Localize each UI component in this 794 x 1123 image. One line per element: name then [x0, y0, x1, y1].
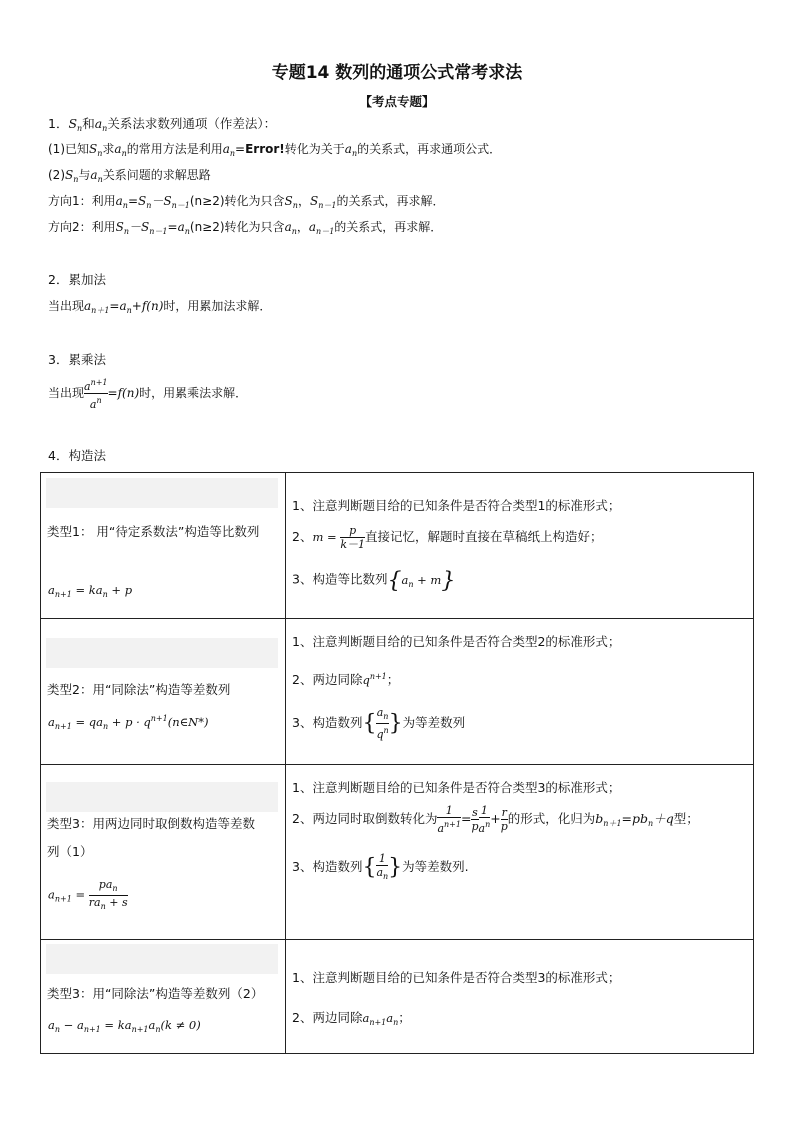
table-row-2-point-3: 3、构造数列{ $\frac{a_n}{q^n}$ }为等差数列: [292, 706, 466, 741]
row-1-grey-band: [46, 478, 278, 508]
row-3-grey-band: [46, 782, 278, 812]
table-row-4-point-1: 1、注意判断题目给的已知条件是否符合类型3的标准形式；: [292, 970, 621, 985]
section-2-line: 当出现$a_{n+1}=a_n+f(n)$时，用累加法求解．: [48, 299, 272, 315]
table-row-1-point-1: 1、注意判断题目给的已知条件是否符合类型1的标准形式；: [292, 498, 621, 513]
page-title: 专题14 数列的通项公式常考求法: [271, 63, 523, 83]
section-1-line-2: $(2)S_n$与$a_n$关系问题的求解思路: [48, 168, 211, 184]
section-4-heading: 4．构造法: [48, 448, 106, 463]
ratio-fraction: $\frac{a^{n+1}}{a^n}$: [84, 378, 108, 411]
table-row-3-formula: $a_{n+1}$ = $\frac{pa_n}{ra_n + s}$: [48, 878, 128, 911]
table-row-4-type: 类型3：用“同除法”构造等差数列（2）: [47, 986, 264, 1001]
table-row-3-type-1: 类型3：用两边同时取倒数构造等差数: [47, 816, 255, 831]
row-4-grey-band: [46, 944, 278, 974]
table-row-4-point-2: 2、两边同除$a_{n+1}a_n$；: [292, 1010, 411, 1027]
section-1-line-1: (1)已知$S_n$求$a_n$的常用方法是利用$a_n=Error$!转化为关于$a_n$的关系式，再求通项公式．: [48, 142, 502, 158]
table-row-2-point-2: 2、两边同除$q^{n+1}$；: [292, 672, 400, 687]
section-1-line-4: 方向2：利用$S_n-S_{n-1}=a_n(n\ge 2)$转化为只含$a_n$，$a_{n-1}$的关系式，再求解．: [48, 220, 443, 236]
table-row-1-point-2: 2、m = $\frac{p}{k-1}$ 直接记忆，解题时直接在草稿纸上构造好；: [292, 524, 603, 551]
table-row-4-formula: $a_n - a_{n+1} = ka_{n+1}a_n(k \ne 0)$: [48, 1018, 201, 1034]
table-row-1-formula: $a_{n+1} = ka_n + p$: [48, 583, 133, 599]
section-3-line: 当出现 $\frac{a^{n+1}}{a^n}$ =f(n)时，用累乘法求解．: [48, 378, 248, 411]
row-2-grey-band: [46, 638, 278, 668]
section-1-line-3: 方向1：利用$a_n=S_n-S_{n-1}(n\ge 2)$转化为只含$S_n$，$S_{n-1}$的关系式，再求解．: [48, 194, 445, 210]
section-3-heading: 3．累乘法: [48, 352, 106, 367]
table-row-2-formula: $a_{n+1} = qa_n + p$ · $q^{n+1}(n\in N*)$: [48, 714, 209, 731]
table-row-3-type-2: 列（1）: [47, 844, 93, 859]
table-row-3-point-3: 3、构造数列{ $\frac{1}{a_n}$ }为等差数列.: [292, 852, 469, 881]
section-1-heading: 1．$S_n$和$a_n$关系法求数列通项（作差法）：: [48, 116, 277, 133]
table-row-2-type: 类型2：用“同除法”构造等差数列: [47, 682, 231, 697]
page-subtitle: 【考点专题】: [359, 94, 435, 109]
table-row-2-point-1: 1、注意判断题目给的已知条件是否符合类型2的标准形式；: [292, 634, 621, 649]
table-row-1-type: 类型1： 用“待定系数法”构造等比数列: [47, 524, 260, 539]
table-row-3-point-2: 2、两边同时取倒数转化为 $\frac{1}{a^{n+1}}$ = $\frac{s}{p}$ $\frac{1}{a^n}$ + $\frac{r}{p}$ 的形式，化归为$b_{n+1}=pb_n+q$型；: [292, 804, 699, 835]
table-row-1-point-3: 3、构造等比数列$\{a_n + m\}$: [292, 568, 456, 593]
section-2-heading: 2．累加法: [48, 272, 106, 287]
table-row-3-point-1: 1、注意判断题目给的已知条件是否符合类型3的标准形式；: [292, 780, 621, 795]
